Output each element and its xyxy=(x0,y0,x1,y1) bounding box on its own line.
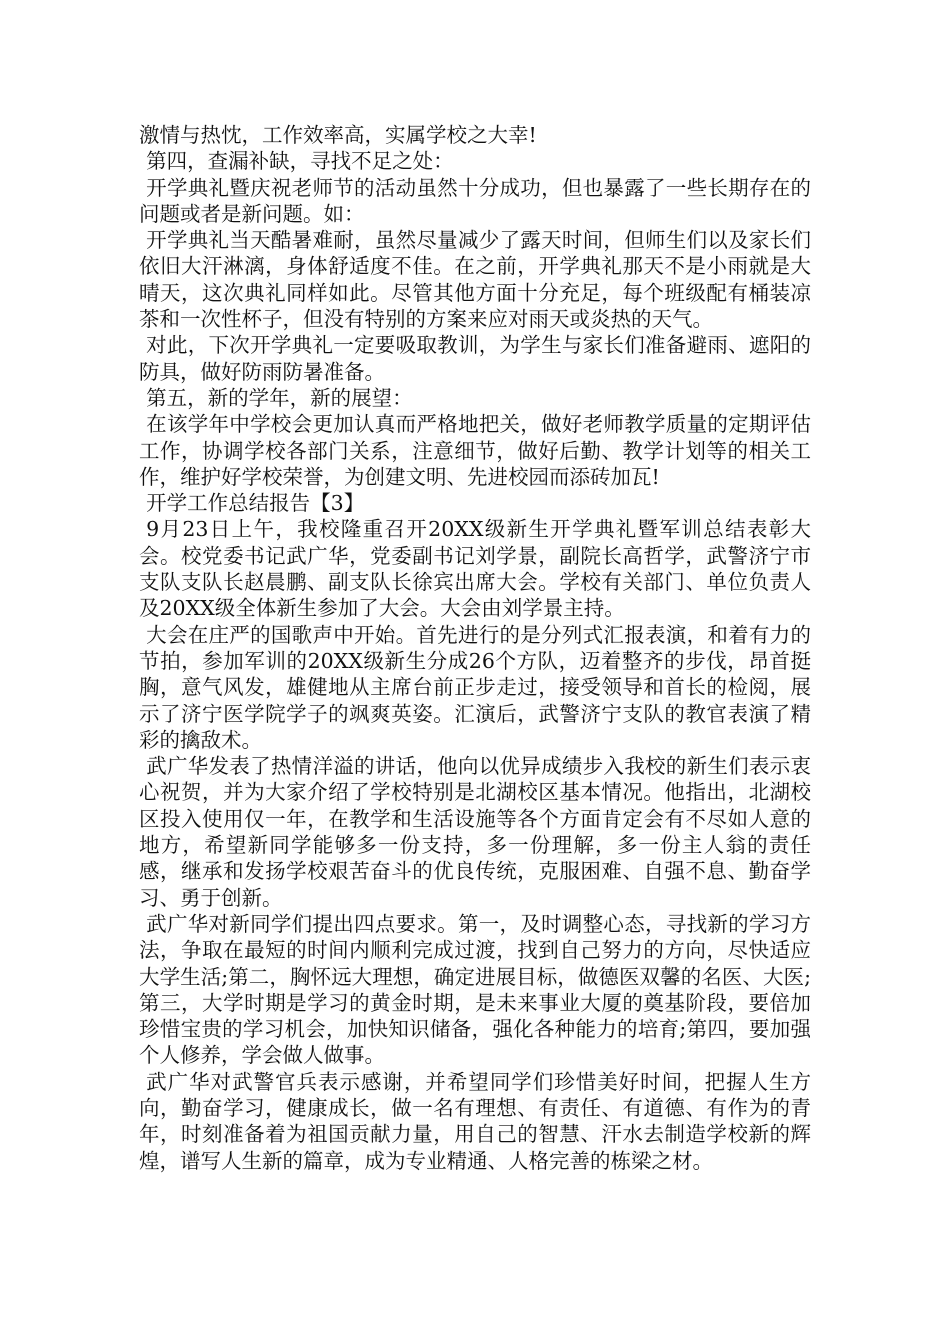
section-title: 开学工作总结报告【3】 xyxy=(146,491,365,516)
paragraph: 武广华对武警官兵表示感谢，并希望同学们珍惜美好时间，把握人生方向，勤奋学习，健康成长，做一名有理想、有责任、有道德、有作为的青年，时刻准备着为祖国贡献力量，用自己的智慧、汗水去制造学校新的辉煌，谱写人生新的篇章，成为专业精通、人格完善的栋梁之材。 xyxy=(139,1069,811,1173)
paragraph-continuation: 激情与热忱，工作效率高，实属学校之大幸! xyxy=(139,123,537,147)
paragraph: 在该学年中学校会更加认真而严格地把关，做好老师教学质量的定期评估工作，协调学校各部门关系，注意细节，做好后勤、教学计划等的相关工作，维护好学校荣誉，为创建文明、先进校园而添砖加瓦! xyxy=(139,412,811,489)
paragraph: 开学典礼暨庆祝老师节的活动虽然十分成功，但也暴露了一些长期存在的问题或者是新问题。如： xyxy=(139,175,811,226)
paragraph: 武广华发表了热情洋溢的讲话，他向以优异成绩步入我校的新生们表示衷心祝贺，并为大家介绍了学校特别是北湖校区基本情况。他指出，北湖校区投入使用仅一年，在教学和生活设施等各个方面肯定会有不尽如人意的地方，希望新同学能够多一份支持，多一份理解，多一份主人翁的责任感，继承和发扬学校艰苦奋斗的优良传统，克服困难、自强不息、勤奋学习、勇于创新。 xyxy=(139,754,811,910)
paragraph: 开学典礼当天酷暑难耐，虽然尽量减少了露天时间，但师生们以及家长们依旧大汗淋漓，身体舒适度不佳。在之前，开学典礼那天不是小雨就是大晴天，这次典礼同样如此。尽管其他方面十分充足，每个班级配有桶装凉茶和一次性杯子，但没有特别的方案来应对雨天或炎热的天气。 xyxy=(139,228,811,332)
paragraph: 对此，下次开学典礼一定要吸取教训，为学生与家长们准备避雨、遮阳的防具，做好防雨防暑准备。 xyxy=(139,333,811,384)
paragraph: 9月23日上午，我校隆重召开20XX级新生开学典礼暨军训总结表彰大会。校党委书记武广华，党委副书记刘学景，副院长高哲学，武警济宁市支队支队长赵晨鹏、副支队长徐宾出席大会。学校有关部门、单位负责人及20XX级全体新生参加了大会。大会由刘学景主持。 xyxy=(139,517,811,621)
document-body xyxy=(139,122,811,1174)
paragraph-heading-fourth: 第四，查漏补缺，寻找不足之处： xyxy=(146,149,454,174)
paragraph: 大会在庄严的国歌声中开始。首先进行的是分列式汇报表演，和着有力的节拍，参加军训的20XX级新生分成26个方队，迈着整齐的步伐，昂首挺胸，意气风发，雄健地从主席台前正步走过，接受领导和首长的检阅，展示了济宁医学院学子的飒爽英姿。汇演后，武警济宁支队的教官表演了精彩的擒敌术。 xyxy=(139,622,811,752)
paragraph: 武广华对新同学们提出四点要求。第一，及时调整心态，寻找新的学习方法，争取在最短的时间内顺利完成过渡，找到自己努力的方向，尽快适应大学生活;第二，胸怀远大理想，确定进展目标，做德医双馨的名医、大医;第三，大学时期是学习的黄金时期，是未来事业大厦的奠基阶段，要倍加珍惜宝贵的学习机会，加快知识储备，强化各种能力的培育;第四，要加强个人修养，学会做人做事。 xyxy=(139,911,811,1068)
paragraph-heading-fifth: 第五，新的学年，新的展望： xyxy=(146,385,413,410)
